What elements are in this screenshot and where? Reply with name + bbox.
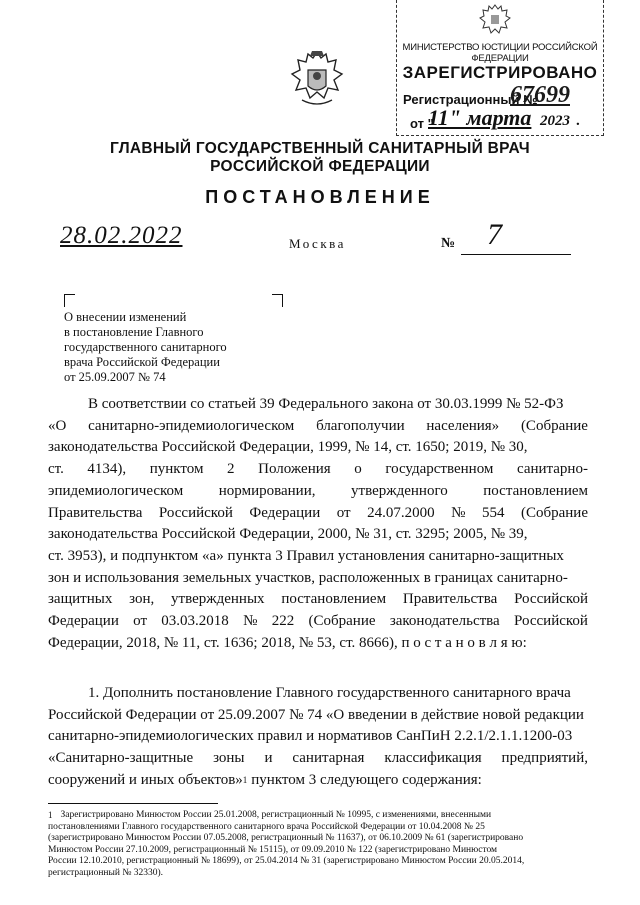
- text-segment: Правительства: [402, 591, 498, 608]
- stamp-date-label: от ": [410, 116, 434, 131]
- footnote-line: [48, 856, 588, 868]
- subject-line: врача Российской Федерации: [64, 355, 220, 369]
- text-segment: классификация: [384, 750, 482, 767]
- text-segment: №: [243, 613, 258, 630]
- text-segment: Российской Федерации от 25.09.2007 № 74 «О введении в действие новой редакции: [48, 706, 584, 723]
- issuer-title-line1: ГЛАВНЫЙ ГОСУДАРСТВЕННЫЙ САНИТАРНЫЙ ВРАЧ: [110, 140, 530, 157]
- text-segment: Российской: [514, 591, 588, 608]
- footnote-line: [48, 810, 588, 822]
- document-number: 7: [487, 218, 502, 251]
- text-line: [48, 633, 588, 655]
- stamp-year: 2023: [540, 113, 570, 129]
- text-segment: предприятий,: [501, 750, 588, 767]
- stamp-dot: .: [576, 113, 580, 129]
- text-line: [48, 589, 588, 611]
- text-segment: В соответствии со статьей 39 Федерального закона от 30.03.1999 № 52-ФЗ: [88, 396, 564, 412]
- text-segment: «О: [48, 417, 67, 434]
- text-segment: Федерации: [48, 613, 119, 630]
- text-segment: ст. 3953), и подпунктом «а» пункта 3 Правил установления санитарно-защитных: [48, 547, 564, 564]
- subject-corner-right: [272, 294, 283, 307]
- text-segment: санитарно-эпидемиологических правил и нормативов СанПиН 2.2.1/2.1.1.1200-03: [48, 728, 573, 745]
- document-type: ПОСТАНОВЛЕНИЕ: [205, 187, 435, 207]
- footnote-line: [48, 822, 588, 834]
- footnote-text: Зарегистрировано Минюстом России 25.01.2008, регистрационный № 10995, с изменениями, внесенными: [60, 810, 492, 820]
- text-segment: Федерации: [249, 504, 321, 521]
- text-segment: санитарно-: [516, 461, 588, 478]
- text-segment: зоны: [213, 750, 245, 767]
- footnote-line: [48, 833, 588, 845]
- stamp-reg-number: 67699: [510, 82, 570, 108]
- footnote: [48, 810, 588, 879]
- text-line: [48, 546, 588, 568]
- stamp-coat-of-arms-icon: [478, 2, 512, 38]
- text-segment: государственном: [385, 461, 494, 478]
- footnote-reference: 1: [242, 774, 248, 785]
- text-segment: и: [264, 750, 273, 767]
- text-segment: №: [451, 504, 466, 521]
- subject-line: от 25.09.2007 № 74: [64, 370, 166, 384]
- text-segment: Российской: [158, 504, 233, 521]
- text-segment: постановлением: [483, 482, 588, 499]
- text-segment: зон,: [129, 591, 155, 608]
- text-segment: Положения: [258, 461, 331, 478]
- text-segment: нормировании,: [218, 482, 316, 499]
- footnote-text: Минюстом России 27.10.2009, регистрационный № 15115), от 09.09.2010 № 122 (зарегистрировано Минюстом: [48, 844, 498, 855]
- document-city: Москва: [289, 236, 346, 251]
- subject-line: государственного санитарного: [64, 340, 227, 354]
- text-segment: Федерации, 2018, № 11, ст. 1636; 2018, № 53, ст. 8666), п о с т а н о в л я ю:: [48, 634, 527, 651]
- footnote-line: [48, 845, 588, 857]
- footnote-mark: 1: [48, 810, 53, 820]
- text-segment: «Санитарно-защитные: [48, 750, 194, 767]
- text-segment: пунктом: [149, 461, 204, 478]
- text-segment: (Собрание: [520, 504, 588, 521]
- document-number-label: №: [441, 236, 456, 251]
- text-segment: 24.07.2000: [367, 504, 435, 521]
- text-segment: санитарно-эпидемиологическом: [88, 417, 295, 434]
- stamp-date: 11" марта: [428, 105, 532, 130]
- paragraph-preamble: [48, 394, 588, 654]
- stamp-registered: ЗАРЕГИСТРИРОВАНО: [402, 63, 598, 82]
- footnote-text: (зарегистрировано Минюстом России 07.05.2008, регистрационный № 11637), от 06.10.2009 № 61 (зарегистрировано: [48, 833, 524, 843]
- text-segment: от: [133, 613, 147, 630]
- text-line: [48, 770, 588, 792]
- subject-line: О внесении изменений: [64, 310, 187, 324]
- text-segment: эпидемиологическом: [48, 482, 184, 499]
- text-segment: санитарная: [292, 750, 365, 767]
- text-segment: 554: [481, 504, 505, 521]
- footnote-text: России 12.10.2010, регистрационный № 18699), от 25.04.2014 № 31 (зарегистрировано Минюстом России 20.05.2014,: [48, 856, 525, 866]
- text-segment: о: [354, 461, 362, 478]
- text-segment: населения»: [426, 417, 500, 434]
- paragraph-item-1: [48, 683, 588, 792]
- text-segment: законодательства Российской Федерации, 2000, № 31, ст. 3295; 2005, № 39,: [48, 526, 528, 543]
- text-line: [48, 748, 588, 770]
- text-segment: (Собрание: [308, 613, 376, 630]
- text-line: [48, 705, 588, 727]
- text-segment: сооружений и иных объектов»: [48, 771, 243, 788]
- text-segment: Правительства: [48, 504, 143, 521]
- text-line: [48, 524, 588, 546]
- text-segment: (Собрание: [520, 417, 588, 434]
- text-segment: зон и использования земельных участков, расположенных в границах санитарно-: [48, 569, 568, 586]
- coat-of-arms-icon: [288, 48, 346, 110]
- text-segment: от: [336, 504, 351, 521]
- text-line: [48, 459, 588, 481]
- issuer-title-line2: РОССИЙСКОЙ ФЕДЕРАЦИИ: [210, 158, 430, 175]
- text-segment: 222: [271, 613, 295, 630]
- subject-corner-left: [64, 294, 75, 307]
- text-segment: защитных: [48, 591, 113, 608]
- text-segment: законодательства Российской Федерации, 1999, № 14, ст. 1650; 2019, № 30,: [48, 439, 528, 456]
- text-line: [48, 394, 588, 416]
- footnote-text: постановлениями Главного государственного санитарного врача Российской Федерации от 10.04.2008 № 25: [48, 821, 485, 832]
- footnote-text: регистрационный № 32330).: [48, 867, 164, 878]
- footnote-line: [48, 868, 588, 880]
- text-segment: 1. Дополнить постановление Главного государственного санитарного врача: [88, 685, 571, 701]
- text-line: [48, 437, 588, 459]
- text-line: [48, 611, 588, 633]
- text-line: [48, 568, 588, 590]
- subject-line: в постановление Главного: [64, 325, 204, 339]
- text-line: [48, 683, 588, 705]
- text-segment: утвержденных: [171, 591, 265, 608]
- text-segment: Российской: [514, 613, 588, 630]
- text-line: [48, 503, 588, 525]
- text-segment: постановлением: [281, 591, 387, 608]
- text-segment: законодательства: [389, 613, 500, 630]
- text-segment: 2: [227, 461, 235, 478]
- document-date: 28.02.2022: [60, 222, 183, 249]
- text-segment: утвержденного: [351, 482, 448, 499]
- text-line: [48, 481, 588, 503]
- text-segment: 03.03.2018: [161, 613, 229, 630]
- text-line: [48, 726, 588, 748]
- document-number-line: [461, 254, 571, 255]
- text-segment: 4134),: [87, 461, 127, 478]
- text-line: [48, 416, 588, 438]
- footnote-rule: [48, 803, 218, 804]
- text-segment: ст.: [48, 461, 64, 478]
- text-segment: пунктом 3 следующего содержания:: [251, 771, 482, 788]
- text-segment: благополучии: [316, 417, 405, 434]
- stamp-ministry: МИНИСТЕРСТВО ЮСТИЦИИ РОССИЙСКОЙ ФЕДЕРАЦИИ: [402, 42, 598, 64]
- subject-block: [64, 310, 284, 385]
- stamp-reg-number-label: Регистрационный №: [403, 92, 538, 107]
